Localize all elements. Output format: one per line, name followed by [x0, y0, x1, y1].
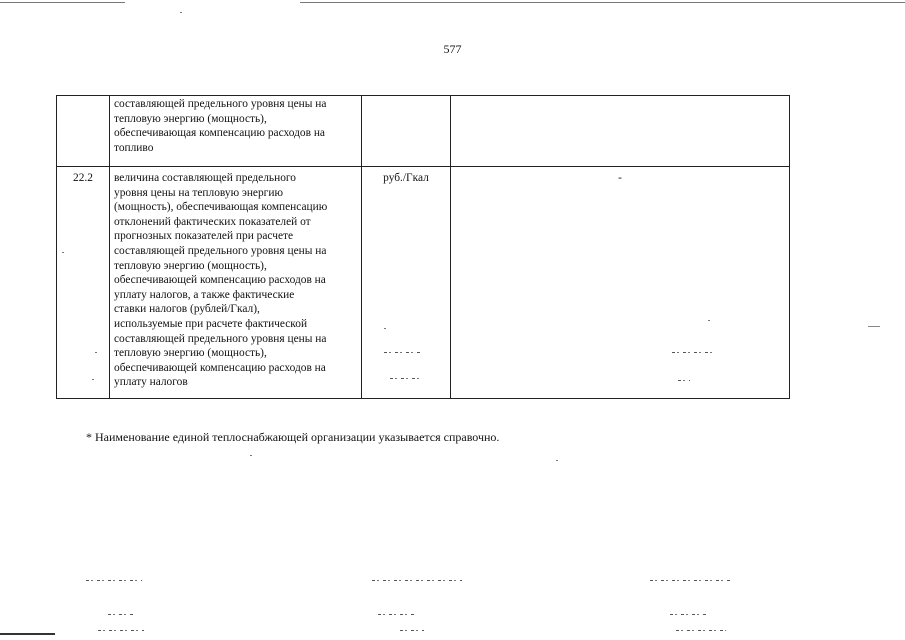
scan-top-rule-left: [0, 2, 125, 3]
scan-speck: [62, 252, 64, 253]
scan-edge-bar: [0, 633, 55, 635]
scan-noise: [390, 378, 420, 379]
scan-noise: [372, 580, 462, 581]
description-line: топливо: [114, 141, 154, 154]
description-line: тепловую энергию (мощность),: [114, 112, 267, 125]
scan-noise: [98, 630, 144, 631]
description-line: обеспечивающая компенсацию расходов на: [114, 127, 325, 140]
scan-speck: [180, 12, 182, 13]
scan-speck: [708, 320, 710, 321]
scan-top-rule-center: [300, 2, 770, 3]
scan-noise: [86, 580, 142, 581]
scan-noise: [676, 630, 726, 631]
scan-speck: [250, 455, 252, 456]
table-row: [57, 167, 790, 399]
scan-noise: [678, 380, 690, 381]
scan-edge-mark: [868, 326, 880, 327]
description-line: ставки налогов (рублей/Гкал),: [114, 303, 260, 316]
footnote: * Наименование единой теплоснабжающей организации указывается справочно.: [86, 430, 500, 444]
description-line: используемые при расчете фактической: [114, 317, 308, 330]
description-line: величина составляющей предельного: [114, 172, 296, 184]
page-number: 577: [443, 42, 462, 56]
description-line: прогнозных показателей при расчете: [114, 230, 294, 243]
description-line: отклонений фактических показателей от: [114, 215, 311, 228]
description-line: составляющей предельного уровня цены на: [114, 332, 327, 345]
row-unit-cell: [362, 96, 451, 167]
scan-speck: [95, 352, 97, 353]
description-line: тепловую энергию (мощность),: [114, 259, 267, 272]
table-row: [57, 96, 790, 167]
scan-top-rule-right: [770, 2, 905, 3]
row-unit-cell: руб./Гкал: [362, 167, 451, 399]
description-line: (мощность), обеспечивающая компенсацию: [114, 201, 328, 214]
description-line: уплату налогов: [114, 376, 188, 389]
row-number-cell: 22.2: [57, 167, 110, 399]
scan-noise: [108, 614, 134, 615]
scan-noise: [378, 614, 416, 615]
scan-speck: [556, 460, 558, 461]
row-description-cell: [110, 96, 362, 167]
scan-noise: [650, 580, 732, 581]
description-line: составляющей предельного уровня цены на: [114, 98, 327, 110]
description-line: уровня цены на тепловую энергию: [114, 186, 283, 199]
scan-noise: [670, 614, 706, 615]
description-line: обеспечивающей компенсацию расходов на: [114, 361, 326, 374]
scan-noise: [400, 630, 424, 631]
row-value-cell: -: [451, 167, 790, 399]
description-line: уплату налогов, а также фактические: [114, 288, 295, 301]
scan-noise: [384, 352, 420, 353]
scan-noise: [672, 352, 714, 353]
scan-speck: [384, 328, 386, 329]
document-table: [56, 95, 790, 399]
row-description-cell: [110, 167, 362, 399]
description-line: обеспечивающей компенсацию расходов на: [114, 274, 326, 287]
scan-speck: [92, 379, 94, 380]
row-value-cell: [451, 96, 790, 167]
row-number-cell: [57, 96, 110, 167]
description-line: составляющей предельного уровня цены на: [114, 244, 327, 257]
description-line: тепловую энергию (мощность),: [114, 347, 267, 360]
